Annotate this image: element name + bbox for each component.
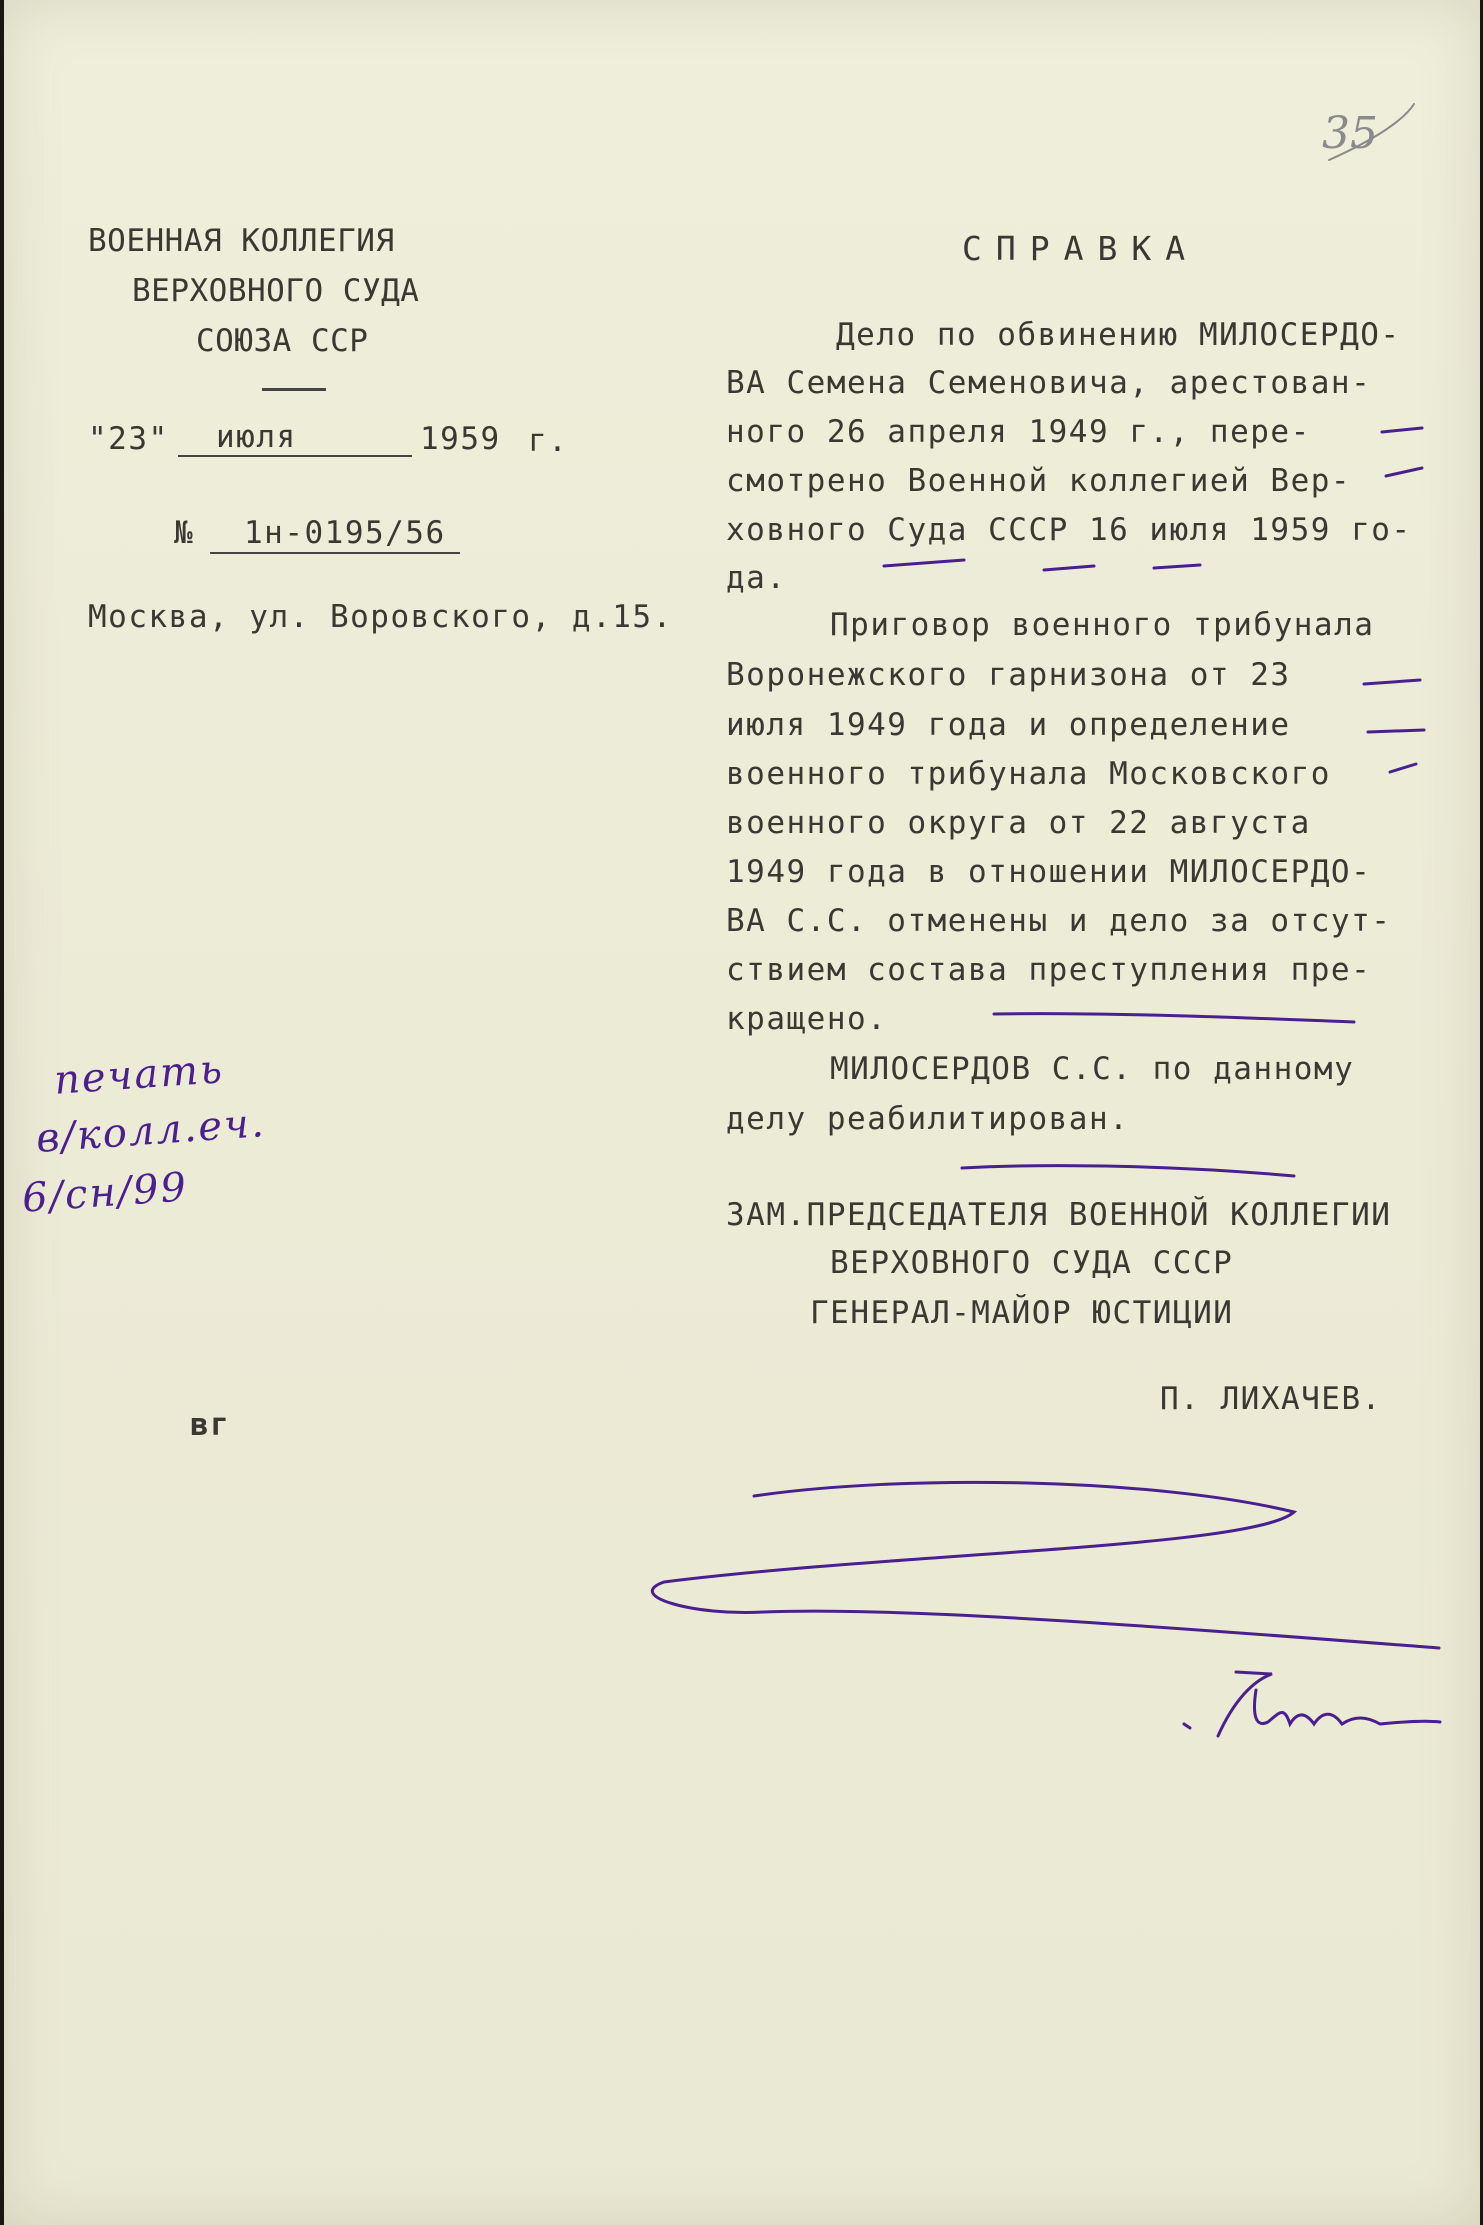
signature-title-1: ЗАМ.ПРЕДСЕДАТЕЛЯ ВОЕННОЙ КОЛЛЕГИИ: [726, 1197, 1392, 1233]
document-title: СПРАВКА: [962, 229, 1200, 268]
org-line-3: СОЮЗА ССР: [196, 323, 369, 359]
body-line: смотрено Военной коллегией Вер-: [726, 463, 1352, 499]
signature-title-3: ГЕНЕРАЛ-МАЙОР ЮСТИЦИИ: [810, 1295, 1234, 1331]
number-prefix: №: [174, 515, 195, 551]
typist-initials: вг: [190, 1407, 231, 1443]
page-number: 35: [1322, 108, 1378, 159]
body-line: военного трибунала Московского: [726, 756, 1331, 792]
body-line: да.: [726, 560, 787, 596]
body-line: ВА Семена Семеновича, арестован-: [726, 365, 1372, 401]
body-line: 1949 года в отношении МИЛОСЕРДО-: [726, 854, 1372, 890]
body-line: ного 26 апреля 1949 г., пере-: [726, 414, 1311, 450]
signature-title-2: ВЕРХОВНОГО СУДА СССР: [830, 1245, 1234, 1281]
body-line: ВА С.С. отменены и дело за отсут-: [726, 903, 1392, 939]
body-line: ствием состава преступления пре-: [726, 952, 1372, 988]
handwritten-note-line: 6/сн/99: [20, 1164, 190, 1222]
body-line: ховного Суда СССР 16 июля 1959 го-: [726, 512, 1412, 548]
body-line: Дело по обвинению МИЛОСЕРДО-: [836, 317, 1401, 353]
body-line: Приговор военного трибунала: [830, 607, 1375, 643]
doc-number: 1н-0195/56: [244, 515, 446, 551]
body-line: военного округа от 22 августа: [726, 805, 1311, 841]
address: Москва, ул. Воровского, д.15.: [88, 599, 673, 635]
org-line-2: ВЕРХОВНОГО СУДА: [132, 273, 420, 309]
date-suffix: г.: [528, 423, 569, 459]
ink-strokes: [4, 0, 1480, 2225]
handwritten-note-line: в/колл.еч.: [34, 1100, 267, 1162]
signatory-name: П. ЛИХАЧЕВ.: [1160, 1381, 1382, 1417]
body-line: кращено.: [726, 1001, 888, 1037]
body-line: делу реабилитирован.: [726, 1101, 1130, 1137]
org-line-1: ВОЕННАЯ КОЛЛЕГИЯ: [88, 223, 395, 259]
handwritten-note-line: печать: [52, 1046, 226, 1104]
body-line: июля 1949 года и определение: [726, 707, 1291, 743]
date-year: 1959: [420, 421, 501, 457]
body-line: Воронежского гарнизона от 23: [726, 657, 1291, 693]
document-page: [4, 0, 1480, 2225]
date-day: "23": [88, 421, 169, 457]
date-month: июля: [216, 419, 297, 455]
body-line: МИЛОСЕРДОВ С.С. по данному: [830, 1051, 1355, 1087]
